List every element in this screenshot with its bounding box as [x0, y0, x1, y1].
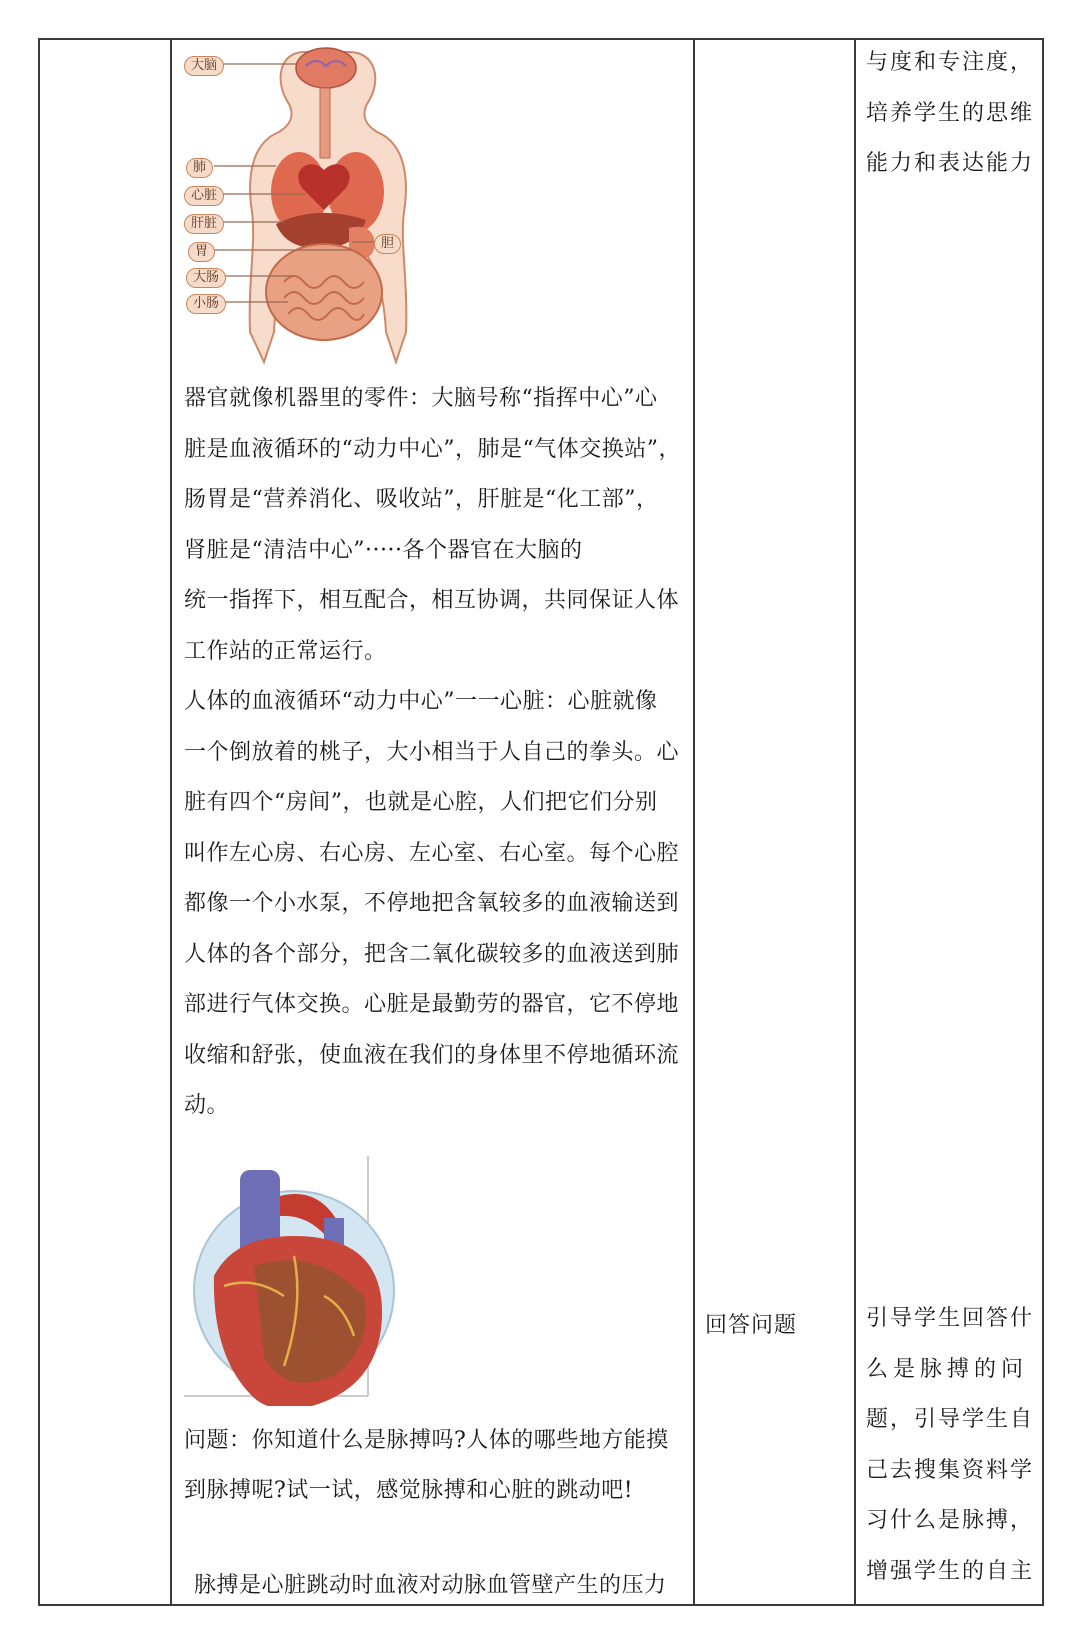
content-cell	[184, 42, 684, 1611]
label-lung: 肺	[186, 158, 213, 178]
column-divider	[693, 38, 695, 1606]
label-small-intestine: 小肠	[186, 294, 226, 314]
text-line: 肠胃是“营养消化、吸收站”，肝脏是“化工部”，	[184, 487, 659, 512]
student-activity: 回答问题	[705, 1313, 798, 1338]
intent-line: 题，引导学生自	[866, 1407, 1035, 1432]
intent-bottom	[866, 1294, 1036, 1597]
label-liver: 肝脏	[184, 214, 224, 234]
intent-line: 习什么是脉搏，	[866, 1508, 1035, 1533]
intent-line: 能力和表达能力	[866, 151, 1035, 176]
organs-paragraph	[184, 374, 684, 677]
text-line: 收缩和舒张，使血液在我们的身体里不停地循环流	[184, 1042, 680, 1068]
text-line: 都像一个小水泵，不停地把含氧较多的血液输送到	[184, 891, 680, 916]
text-line: 叫作左心房、右心房、左心室、右心室。每个心腔	[184, 840, 680, 866]
intent-top	[866, 38, 1036, 190]
text-line: 器官就像机器里的零件：大脑号称“指挥中心”心	[184, 386, 658, 411]
text-line: 人体的血液循环“动力中心”一一心脏：心脏就像	[184, 689, 658, 714]
intent-line: 引导学生回答什	[866, 1306, 1035, 1331]
question-block	[184, 1416, 684, 1517]
text-line: 一个倒放着的桃子，大小相当于人自己的拳头。心	[184, 739, 680, 765]
label-large-intestine: 大肠	[186, 268, 226, 288]
column-divider	[170, 38, 172, 1606]
column-divider	[854, 38, 856, 1606]
intent-line: 培养学生的思维	[866, 100, 1035, 126]
question-line: 到脉搏呢?试一试，感觉脉搏和心脏的跳动吧!	[184, 1478, 634, 1503]
intent-line: 与度和专注度，	[866, 50, 1035, 75]
label-brain: 大脑	[184, 56, 224, 76]
heart-illustration	[184, 1156, 404, 1406]
heart-paragraph	[184, 677, 684, 1132]
label-gallbladder: 胆	[374, 234, 401, 254]
label-heart: 心脏	[184, 186, 224, 206]
label-stomach: 胃	[188, 242, 215, 262]
text-line: 工作站的正常运行。	[184, 638, 387, 664]
text-line: 脏是血液循环的“动力中心”，肺是“气体交换站”，	[184, 436, 681, 462]
text-line: 脏有四个“房间”，也就是心腔，人们把它们分别	[184, 790, 658, 815]
text-line: 统一指挥下，相互配合，相互协调，共同保证人体	[184, 588, 680, 613]
intent-line: 己去搜集资料学	[866, 1457, 1035, 1483]
question-line: 问题：你知道什么是脉搏吗?人体的哪些地方能摸	[184, 1427, 669, 1453]
text-line: 人体的各个部分，把含二氧化碳较多的血液送到肺	[184, 941, 680, 967]
text-line: 部进行气体交换。心脏是最勤劳的器官，它不停地	[184, 992, 680, 1017]
human-organs-figure	[184, 42, 464, 372]
text-line: 肾脏是“清洁中心”·····各个器官在大脑的	[184, 537, 583, 563]
human-body-illustration	[184, 42, 464, 372]
heart-figure	[184, 1156, 404, 1406]
intent-line: 么是脉搏的问	[866, 1356, 1029, 1382]
text-line: 动。	[184, 1093, 230, 1118]
intent-line: 增强学生的自主	[866, 1558, 1035, 1584]
pulse-definition: 脉搏是心脏跳动时血液对动脉血管壁产生的压力	[194, 1572, 667, 1598]
